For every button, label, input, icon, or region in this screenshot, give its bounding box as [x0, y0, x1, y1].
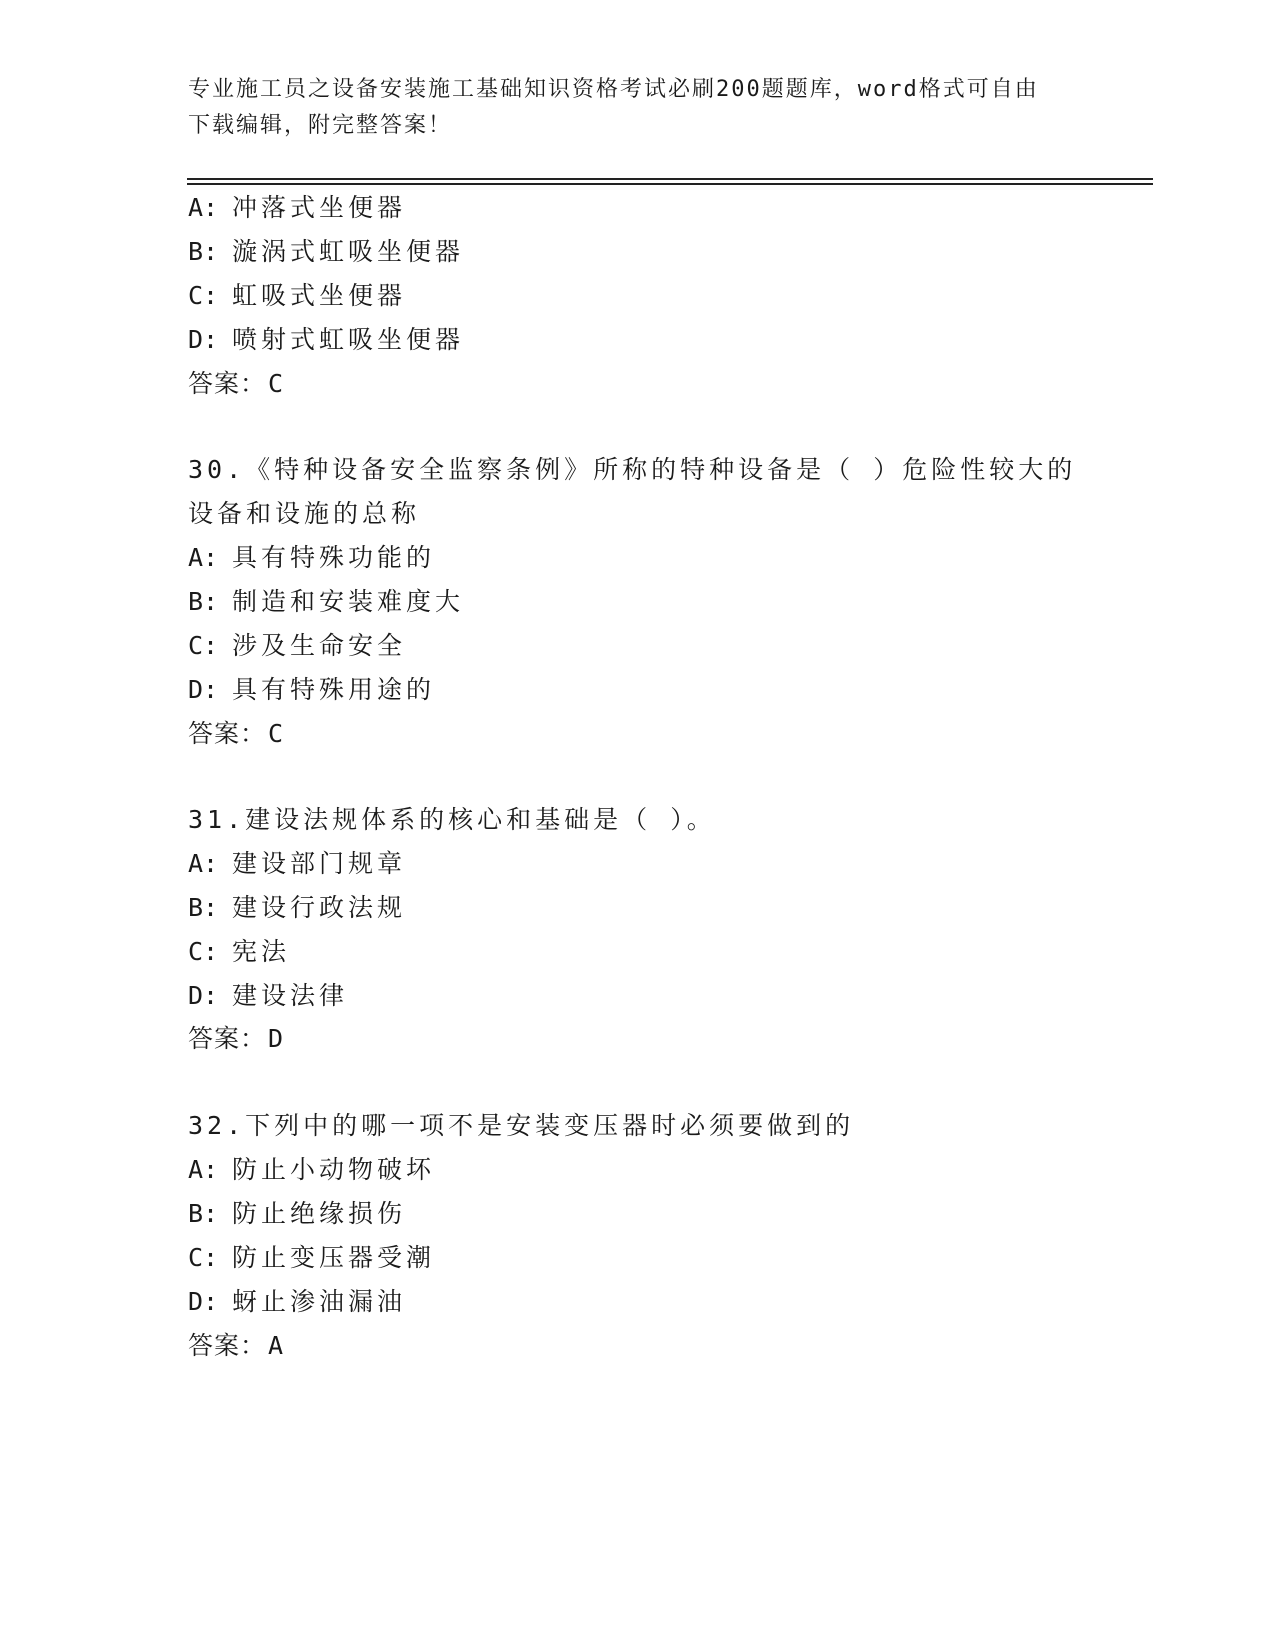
option-row [188, 237, 464, 267]
option-row [188, 981, 348, 1011]
option-row [188, 1287, 406, 1317]
option-row [188, 1243, 435, 1273]
option-letter: C: [188, 281, 219, 310]
option-row [188, 193, 406, 223]
option-text: 防止小动物破坏 [232, 1155, 436, 1184]
option-text: 建设行政法规 [232, 893, 407, 922]
option-letter: A: [188, 193, 219, 222]
option-text: 具有特殊功能的 [232, 543, 436, 572]
option-row [188, 587, 464, 617]
question-stem: 31.建设法规体系的核心和基础是（ ）。 [188, 805, 716, 834]
header-line-1: 专业施工员之设备安装施工基础知识资格考试必刷200题题库，word格式可自由 [188, 77, 1039, 102]
option-letter: B: [188, 893, 219, 922]
header-rule-top [187, 178, 1153, 180]
answer-value: A [268, 1331, 285, 1360]
option-text: 冲落式坐便器 [232, 193, 407, 222]
option-letter: B: [188, 237, 219, 266]
option-row [188, 281, 406, 311]
option-letter: D: [188, 675, 219, 704]
option-row [188, 849, 406, 879]
option-text: 漩涡式虹吸坐便器 [232, 237, 465, 266]
option-row [188, 893, 406, 923]
answer-label: 答案： [188, 369, 267, 398]
option-row [188, 1155, 435, 1185]
answer-row [188, 1331, 284, 1361]
answer-row [188, 369, 284, 399]
option-letter: A: [188, 1155, 219, 1184]
option-text: 建设法律 [232, 981, 349, 1010]
option-text: 虹吸式坐便器 [232, 281, 407, 310]
option-text: 制造和安装难度大 [232, 587, 465, 616]
option-letter: D: [188, 1287, 219, 1316]
answer-label: 答案： [188, 1024, 267, 1053]
option-row [188, 543, 435, 573]
option-row [188, 631, 406, 661]
option-letter: C: [188, 937, 219, 966]
answer-row [188, 719, 284, 749]
option-text: 涉及生命安全 [232, 631, 407, 660]
option-text: 防止绝缘损伤 [232, 1199, 407, 1228]
option-text: 喷射式虹吸坐便器 [232, 325, 465, 354]
header-rule-bottom [187, 183, 1153, 185]
option-row [188, 937, 290, 967]
question-stem-continued: 设备和设施的总称 [188, 499, 421, 528]
option-letter: A: [188, 849, 219, 878]
option-text: 防止变压器受潮 [232, 1243, 436, 1272]
answer-label: 答案： [188, 1331, 267, 1360]
answer-value: C [268, 369, 285, 398]
option-row [188, 325, 464, 355]
option-text: 蚜止渗油漏油 [232, 1287, 407, 1316]
answer-label: 答案： [188, 719, 267, 748]
option-text: 具有特殊用途的 [232, 675, 436, 704]
answer-value: C [268, 719, 285, 748]
answer-value: D [268, 1024, 285, 1053]
question-stem: 30.《特种设备安全监察条例》所称的特种设备是（ ）危险性较大的 [188, 455, 1077, 484]
option-letter: C: [188, 1243, 219, 1272]
option-letter: D: [188, 981, 219, 1010]
option-text: 建设部门规章 [232, 849, 407, 878]
option-row [188, 1199, 406, 1229]
option-letter: A: [188, 543, 219, 572]
option-letter: C: [188, 631, 219, 660]
option-letter: B: [188, 1199, 219, 1228]
option-letter: B: [188, 587, 219, 616]
header-line-2: 下载编辑，附完整答案！ [188, 113, 453, 138]
document-header [188, 72, 1068, 144]
option-row [188, 675, 435, 705]
answer-row [188, 1024, 284, 1054]
question-stem: 32.下列中的哪一项不是安装变压器时必须要做到的 [188, 1111, 855, 1140]
option-letter: D: [188, 325, 219, 354]
option-text: 宪法 [232, 937, 291, 966]
